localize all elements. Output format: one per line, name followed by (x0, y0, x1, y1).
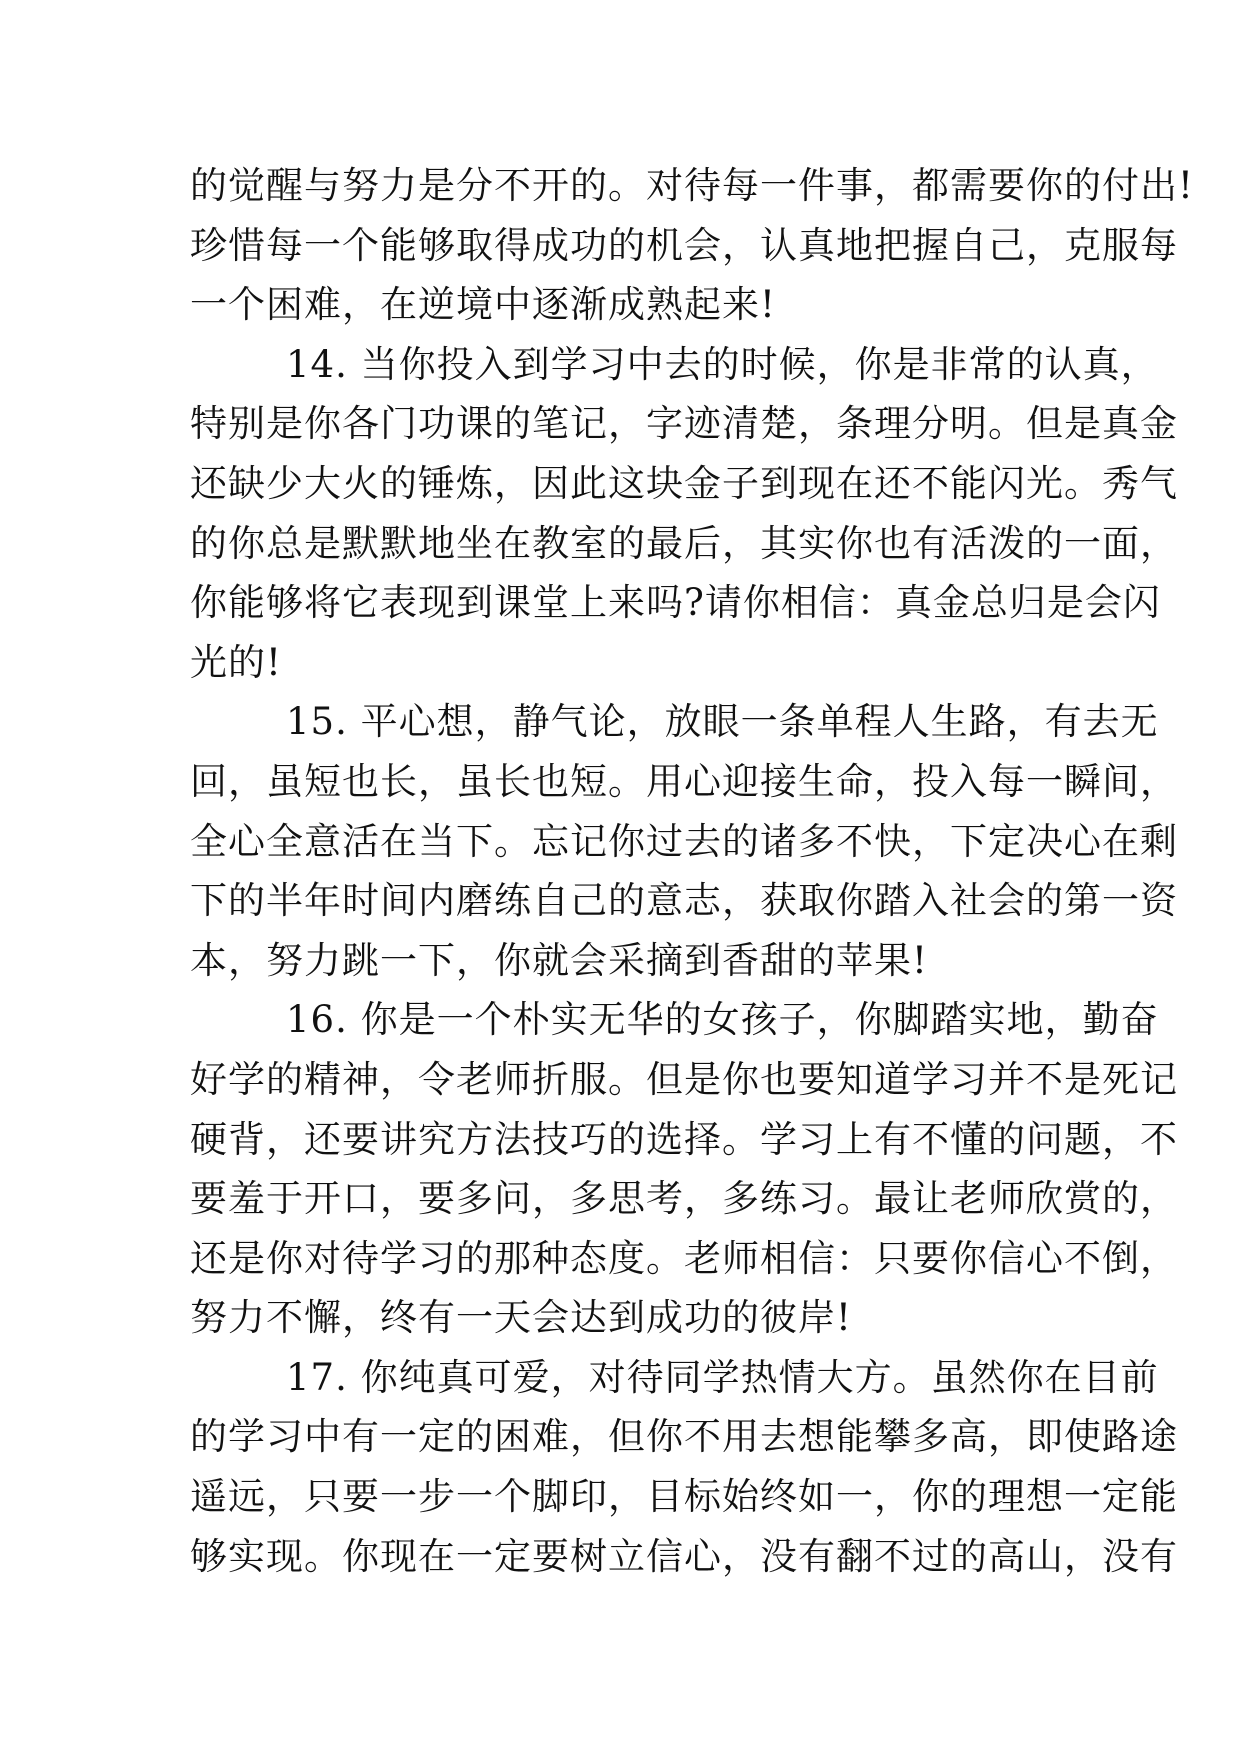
text-line: 的学习中有一定的困难，但你不用去想能攀多高，即使路途 (190, 1415, 1178, 1459)
text-line: 要羞于开口，要多问，多思考，多练习。最让老师欣赏的， (190, 1177, 1178, 1221)
paragraph-17-start: 17. 你纯真可爱，对待同学热情大方。虽然你在目前 (286, 1355, 1159, 1399)
text-line: 特别是你各门功课的笔记，字迹清楚，条理分明。但是真金 (190, 402, 1178, 446)
text-line: 的你总是默默地坐在教室的最后，其实你也有活泼的一面， (190, 521, 1178, 565)
paragraph-15-start: 15. 平心想，静气论，放眼一条单程人生路，有去无 (286, 700, 1159, 744)
text-line: 努力不懈，终有一天会达到成功的彼岸! (190, 1296, 852, 1340)
text-line: 下的半年时间内磨练自己的意志，获取你踏入社会的第一资 (190, 879, 1178, 923)
text-line: 本，努力跳一下，你就会采摘到香甜的苹果! (190, 938, 928, 982)
text-line: 珍惜每一个能够取得成功的机会，认真地把握自己，克服每 (190, 223, 1178, 267)
text-line: 好学的精神，令老师折服。但是你也要知道学习并不是死记 (190, 1057, 1178, 1101)
text-line: 你能够将它表现到课堂上来吗?请你相信：真金总归是会闪 (190, 581, 1161, 625)
text-line: 遥远，只要一步一个脚印，目标始终如一，你的理想一定能 (190, 1475, 1178, 1519)
text-line: 全心全意活在当下。忘记你过去的诸多不快，下定决心在剩 (190, 819, 1178, 863)
text-line: 硬背，还要讲究方法技巧的选择。学习上有不懂的问题，不 (190, 1117, 1178, 1161)
text-line: 回，虽短也长，虽长也短。用心迎接生命，投入每一瞬间， (190, 759, 1178, 803)
paragraph-14-start: 14. 当你投入到学习中去的时候，你是非常的认真， (286, 342, 1159, 386)
text-line: 一个困难，在逆境中逐渐成熟起来! (190, 283, 776, 327)
text-line: 还缺少大火的锤炼，因此这块金子到现在还不能闪光。秀气 (190, 461, 1178, 505)
paragraph-16-start: 16. 你是一个朴实无华的女孩子，你脚踏实地，勤奋 (286, 998, 1159, 1042)
text-line: 够实现。你现在一定要树立信心，没有翻不过的高山，没有 (190, 1534, 1178, 1578)
document-text (190, 156, 1194, 1586)
text-line: 还是你对待学习的那种态度。老师相信：只要你信心不倒， (190, 1236, 1178, 1280)
text-line: 的觉醒与努力是分不开的。对待每一件事，都需要你的付出! (190, 164, 1194, 207)
text-line: 光的! (190, 640, 282, 684)
